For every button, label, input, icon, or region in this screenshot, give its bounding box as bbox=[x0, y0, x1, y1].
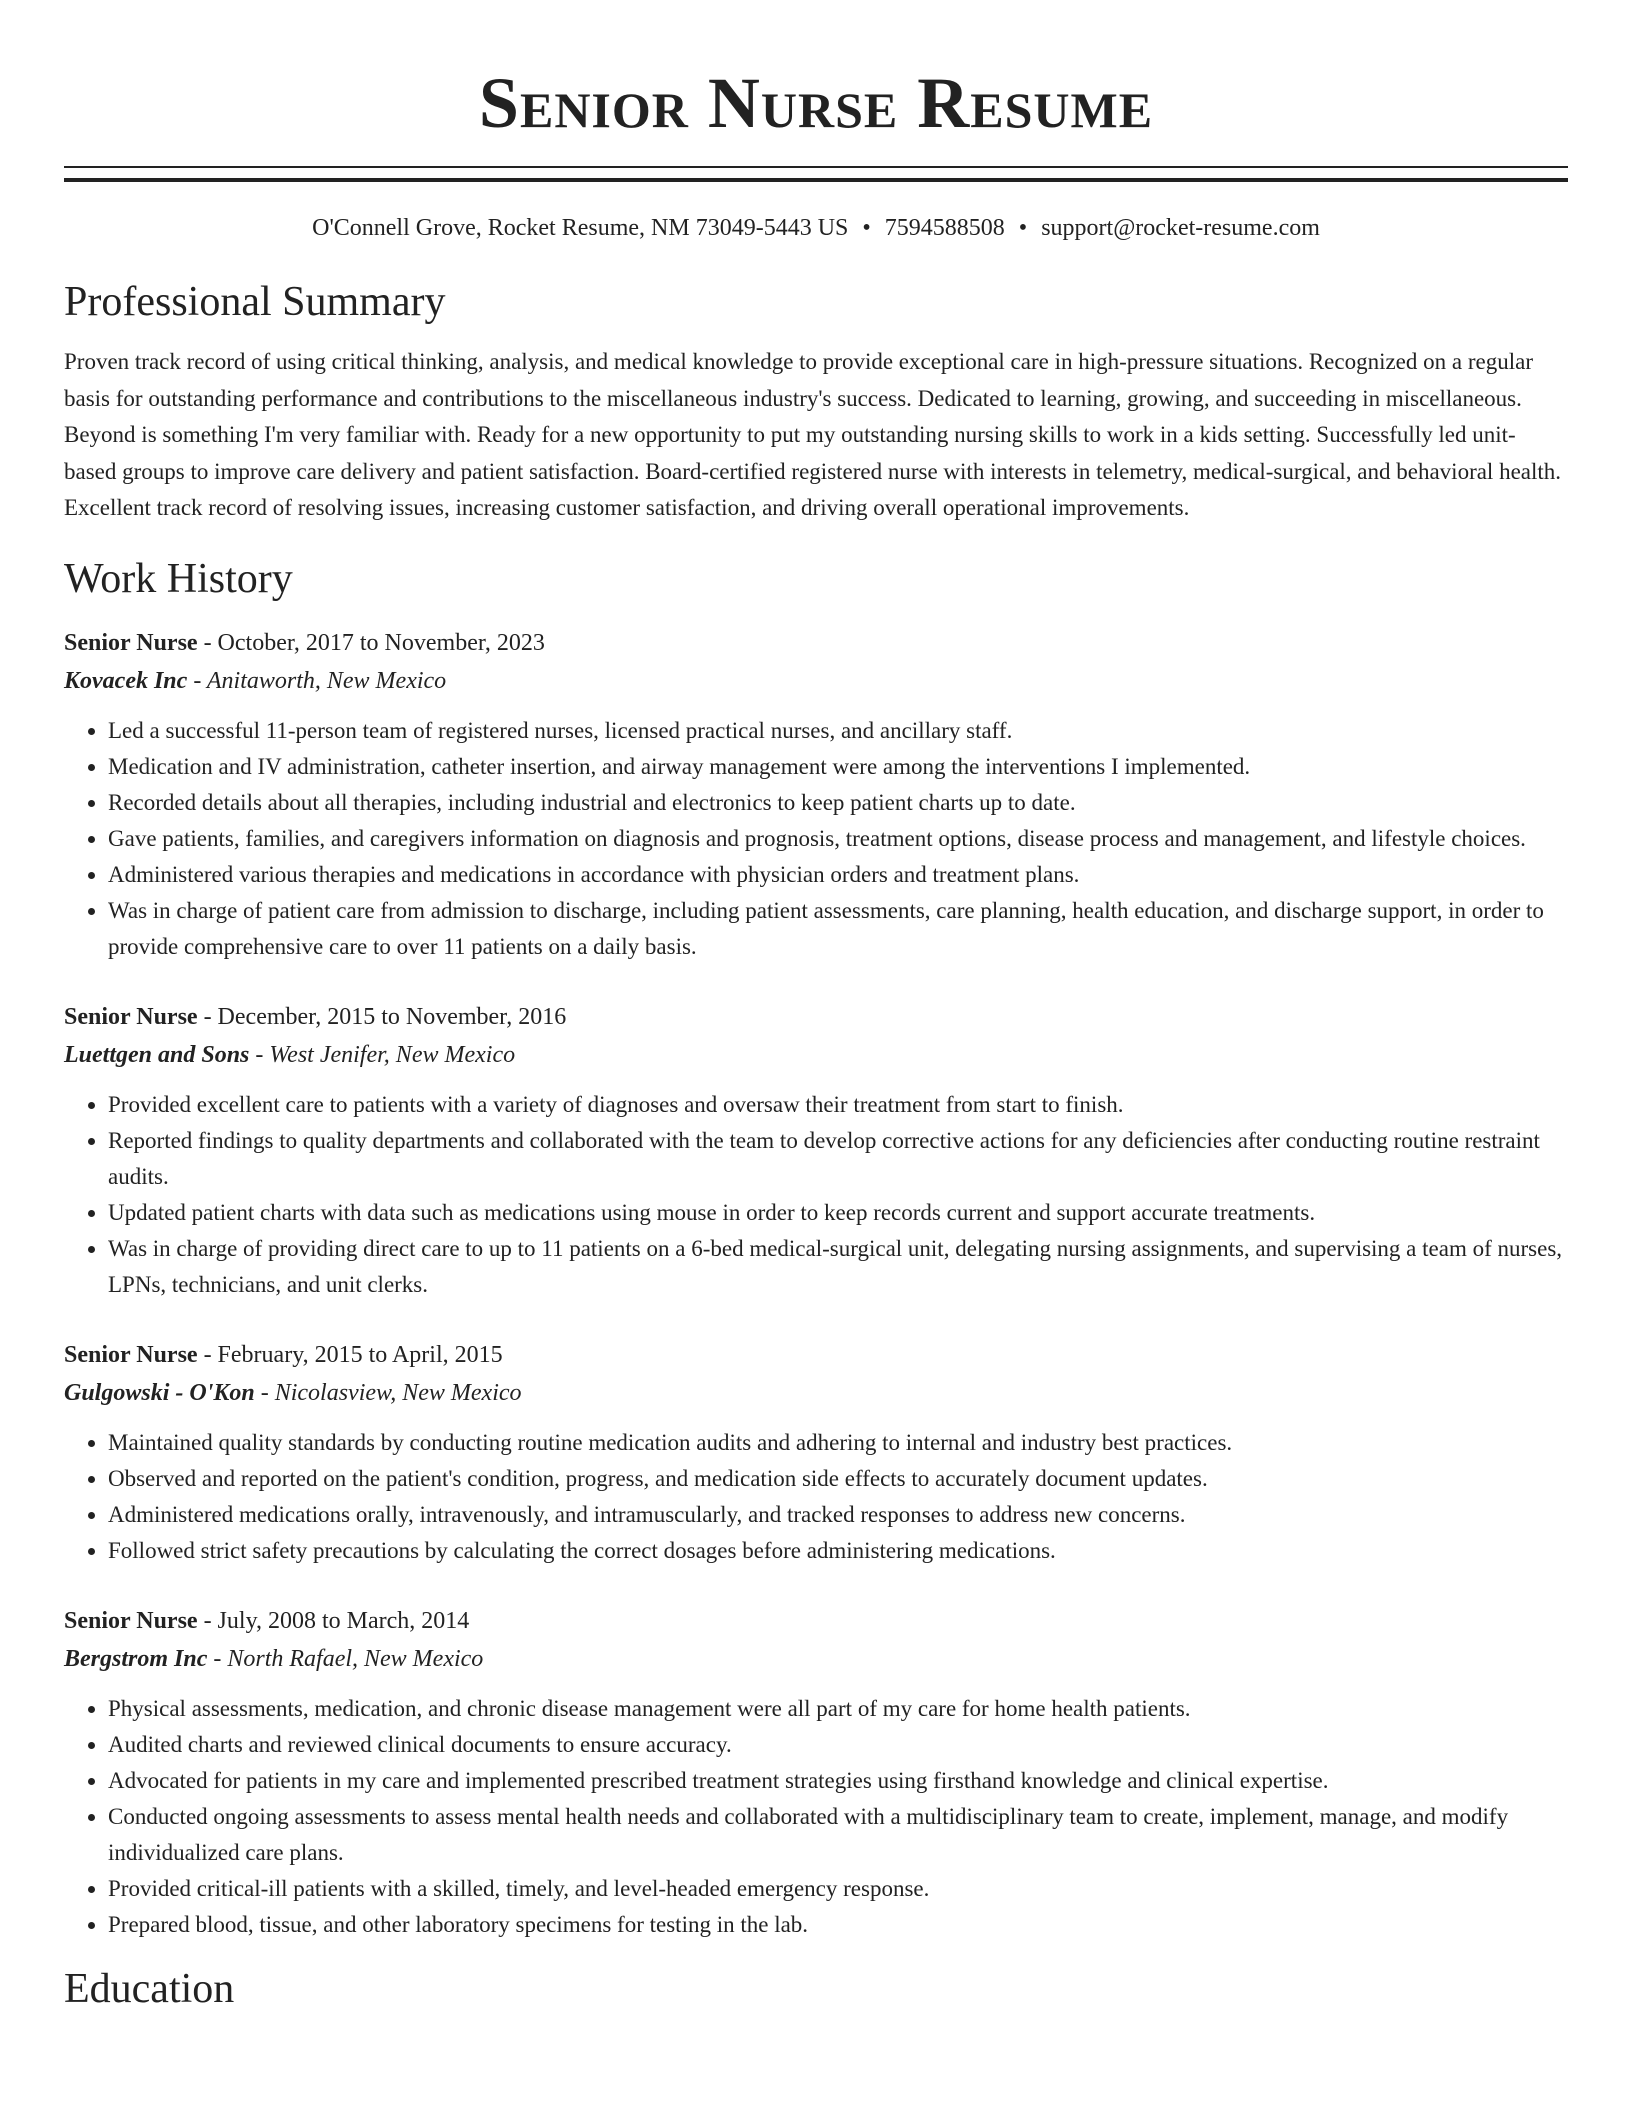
education-heading: Education bbox=[64, 1965, 235, 2012]
list-item: • Followed strict safety precautions by calculating the correct dosages before administering medications. bbox=[108, 1533, 1568, 1569]
job-duties-list bbox=[64, 1087, 1568, 1303]
job-dates: - July, 2008 to March, 2014 bbox=[197, 1607, 470, 1634]
job-company-line bbox=[64, 661, 1568, 701]
list-item: • Advocated for patients in my care and implemented prescribed treatment strategies using firsthand knowledge and clinical expertise. bbox=[108, 1763, 1568, 1799]
contact-separator: • bbox=[1018, 215, 1028, 241]
job-company-line bbox=[64, 1035, 1568, 1075]
job-entry bbox=[64, 1337, 1568, 1569]
contact-line bbox=[64, 212, 1568, 244]
resume-page bbox=[64, 0, 1568, 2015]
list-item: • Led a successful 11-person team of registered nurses, licensed practical nurses, and ancillary staff. bbox=[108, 713, 1568, 749]
list-item: • Reported findings to quality departments and collaborated with the team to develop corrective actions for any deficiencies after conducting routine restraint audits. bbox=[108, 1123, 1568, 1195]
summary-heading: Professional Summary bbox=[64, 279, 446, 325]
title-divider bbox=[64, 166, 1568, 182]
job-title-line bbox=[64, 625, 1568, 661]
job-dates: - February, 2015 to April, 2015 bbox=[197, 1341, 503, 1368]
job-entry bbox=[64, 1603, 1568, 1943]
job-company-line bbox=[64, 1373, 1568, 1413]
list-item: • Physical assessments, medication, and chronic disease management were all part of my care for home health patients. bbox=[108, 1691, 1568, 1727]
list-item: • Gave patients, families, and caregivers information on diagnosis and prognosis, treatment options, disease process and management, and lifestyle choices. bbox=[108, 821, 1568, 857]
job-company: Bergstrom Inc bbox=[64, 1645, 208, 1672]
job-title-line bbox=[64, 999, 1568, 1035]
list-item: • Was in charge of patient care from admission to discharge, including patient assessments, care planning, health education, and discharge support, in order to provide comprehensive care to over 11 patients on a daily basis. bbox=[108, 893, 1568, 965]
job-title: Senior Nurse bbox=[64, 1341, 198, 1368]
list-item: • Administered medications orally, intravenously, and intramuscularly, and tracked responses to address new concerns. bbox=[108, 1497, 1568, 1533]
job-location: - West Jenifer, New Mexico bbox=[249, 1041, 516, 1068]
list-item: • Updated patient charts with data such as medications using mouse in order to keep records current and support accurate treatments. bbox=[108, 1195, 1568, 1231]
contact-address: O'Connell Grove, Rocket Resume, NM 73049-5443 US bbox=[312, 215, 849, 241]
list-item: • Maintained quality standards by conducting routine medication audits and adhering to internal and industry best practices. bbox=[108, 1425, 1568, 1461]
job-title: Senior Nurse bbox=[64, 629, 198, 656]
job-company-line bbox=[64, 1639, 1568, 1679]
job-company: Gulgowski - O'Kon bbox=[64, 1379, 255, 1406]
job-duties-list bbox=[64, 713, 1568, 965]
job-title: Senior Nurse bbox=[64, 1003, 198, 1030]
list-item: • Observed and reported on the patient's condition, progress, and medication side effects to accurately document updates. bbox=[108, 1461, 1568, 1497]
job-title-line bbox=[64, 1337, 1568, 1373]
job-entry bbox=[64, 625, 1568, 965]
list-item: • Medication and IV administration, catheter insertion, and airway management were among the interventions I implemented. bbox=[108, 749, 1568, 785]
list-item: • Recorded details about all therapies, including industrial and electronics to keep patient charts up to date. bbox=[108, 785, 1568, 821]
job-location: - Nicolasview, New Mexico bbox=[254, 1379, 522, 1406]
job-dates: - October, 2017 to November, 2023 bbox=[197, 629, 545, 656]
contact-email: support@rocket-resume.com bbox=[1041, 215, 1320, 241]
list-item: • Conducted ongoing assessments to assess mental health needs and collaborated with a multidisciplinary team to create, implement, manage, and modify individualized care plans. bbox=[108, 1799, 1568, 1871]
job-location: - North Rafael, New Mexico bbox=[207, 1645, 484, 1672]
job-company: Luettgen and Sons bbox=[64, 1041, 250, 1068]
job-company: Kovacek Inc bbox=[64, 667, 188, 694]
list-item: • Was in charge of providing direct care to up to 11 patients on a 6-bed medical-surgical unit, delegating nursing assignments, and supervising a team of nurses, LPNs, technicians, and unit clerks. bbox=[108, 1231, 1568, 1303]
list-item: • Provided critical-ill patients with a skilled, timely, and level-headed emergency response. bbox=[108, 1871, 1568, 1907]
job-title-line bbox=[64, 1603, 1568, 1639]
job-entry bbox=[64, 999, 1568, 1303]
contact-phone: 7594588508 bbox=[884, 215, 1005, 241]
job-dates: - December, 2015 to November, 2016 bbox=[197, 1003, 567, 1030]
list-item: • Audited charts and reviewed clinical documents to ensure accuracy. bbox=[108, 1727, 1568, 1763]
work-history-heading: Work History bbox=[64, 555, 293, 602]
contact-separator: • bbox=[862, 215, 871, 241]
list-item: • Prepared blood, tissue, and other laboratory specimens for testing in the lab. bbox=[108, 1907, 1568, 1943]
summary-text: Proven track record of using critical thinking, analysis, and medical knowledge to provide exceptional care in high-pressure situations. Recognized on a regular basis for outstanding performance and contributions to the miscellaneous industry's success. Dedicated to learning, growing, and succeeding in miscellaneous. Beyond is something I'm very familiar with. Ready for a new opportunity to put my outstanding nursing skills to work in a kids setting. Successfully led unit-based groups to improve care delivery and patient satisfaction. Board-certified registered nurse with interests in telemetry, medical-surgical, and behavioral health. Excellent track record of resolving issues, increasing customer satisfaction, and driving overall operational improvements. bbox=[64, 349, 1562, 520]
job-duties-list bbox=[64, 1691, 1568, 1943]
document-title: Senior Nurse Resume bbox=[478, 63, 1154, 143]
list-item: • Administered various therapies and medications in accordance with physician orders and treatment plans. bbox=[108, 857, 1568, 893]
job-title: Senior Nurse bbox=[64, 1607, 198, 1634]
list-item: • Provided excellent care to patients with a variety of diagnoses and oversaw their treatment from start to finish. bbox=[108, 1087, 1568, 1123]
job-duties-list bbox=[64, 1425, 1568, 1569]
job-location: - Anitaworth, New Mexico bbox=[187, 667, 447, 694]
